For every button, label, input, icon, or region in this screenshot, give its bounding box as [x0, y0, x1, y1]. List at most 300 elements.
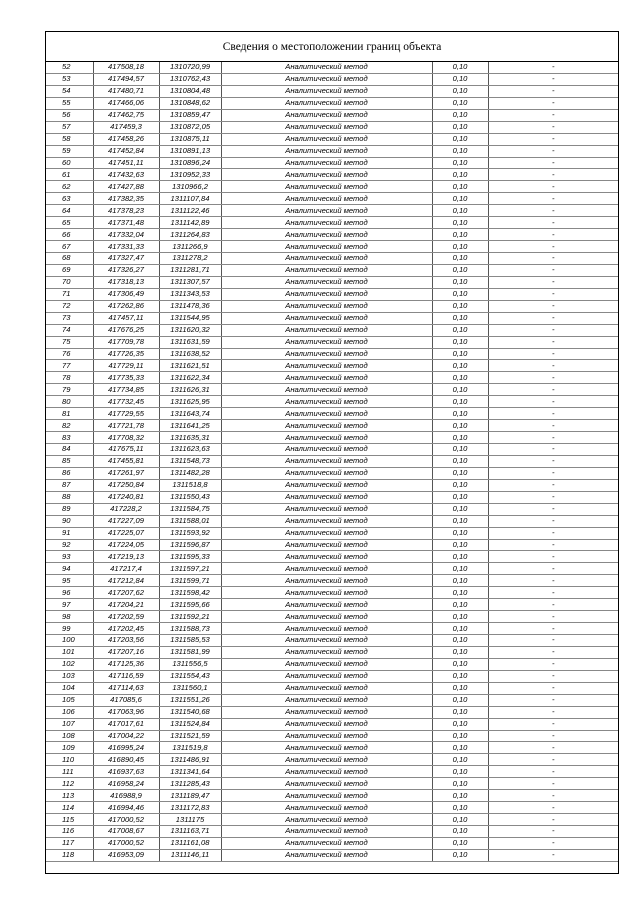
table-row — [46, 312, 618, 324]
note-cell: - — [488, 742, 618, 754]
table-row — [46, 563, 618, 575]
method-cell: Аналитический метод — [221, 121, 432, 133]
note-cell: - — [488, 551, 618, 563]
accuracy-cell: 0,10 — [432, 814, 488, 826]
method-cell: Аналитический метод — [221, 551, 432, 563]
method-cell: Аналитический метод — [221, 563, 432, 575]
accuracy-cell: 0,10 — [432, 455, 488, 467]
x-coordinate: 417318,13 — [93, 276, 159, 288]
accuracy-cell: 0,10 — [432, 742, 488, 754]
y-coordinate: 1311189,47 — [159, 790, 221, 802]
accuracy-cell: 0,10 — [432, 384, 488, 396]
point-number: 90 — [46, 515, 93, 527]
note-cell: - — [488, 241, 618, 253]
accuracy-cell: 0,10 — [432, 515, 488, 527]
table-row — [46, 479, 618, 491]
table-row — [46, 85, 618, 97]
y-coordinate: 1311521,59 — [159, 730, 221, 742]
accuracy-cell: 0,10 — [432, 217, 488, 229]
point-number: 81 — [46, 408, 93, 420]
point-number: 109 — [46, 742, 93, 754]
point-number: 96 — [46, 587, 93, 599]
note-cell: - — [488, 837, 618, 849]
coordinates-table-body — [46, 62, 618, 861]
method-cell: Аналитический метод — [221, 670, 432, 682]
note-cell: - — [488, 814, 618, 826]
accuracy-cell: 0,10 — [432, 193, 488, 205]
x-coordinate: 417008,67 — [93, 826, 159, 838]
note-cell: - — [488, 253, 618, 265]
accuracy-cell: 0,10 — [432, 646, 488, 658]
point-number: 71 — [46, 288, 93, 300]
table-row — [46, 241, 618, 253]
method-cell: Аналитический метод — [221, 300, 432, 312]
y-coordinate: 1311635,31 — [159, 432, 221, 444]
note-cell: - — [488, 121, 618, 133]
table-row — [46, 121, 618, 133]
x-coordinate: 417000,52 — [93, 837, 159, 849]
y-coordinate: 1310848,62 — [159, 97, 221, 109]
note-cell: - — [488, 539, 618, 551]
accuracy-cell: 0,10 — [432, 754, 488, 766]
note-cell: - — [488, 181, 618, 193]
y-coordinate: 1311551,26 — [159, 694, 221, 706]
x-coordinate: 417225,07 — [93, 527, 159, 539]
note-cell: - — [488, 133, 618, 145]
accuracy-cell: 0,10 — [432, 826, 488, 838]
accuracy-cell: 0,10 — [432, 336, 488, 348]
note-cell: - — [488, 324, 618, 336]
accuracy-cell: 0,10 — [432, 527, 488, 539]
table-row — [46, 503, 618, 515]
y-coordinate: 1311554,43 — [159, 670, 221, 682]
method-cell: Аналитический метод — [221, 623, 432, 635]
note-cell: - — [488, 420, 618, 432]
point-number: 66 — [46, 229, 93, 241]
point-number: 59 — [46, 145, 93, 157]
point-number: 104 — [46, 682, 93, 694]
note-cell: - — [488, 778, 618, 790]
accuracy-cell: 0,10 — [432, 264, 488, 276]
note-cell: - — [488, 635, 618, 647]
y-coordinate: 1311595,66 — [159, 599, 221, 611]
method-cell: Аналитический метод — [221, 766, 432, 778]
y-coordinate: 1311341,64 — [159, 766, 221, 778]
table-row — [46, 575, 618, 587]
point-number: 74 — [46, 324, 93, 336]
note-cell: - — [488, 730, 618, 742]
y-coordinate: 1310875,11 — [159, 133, 221, 145]
method-cell: Аналитический метод — [221, 539, 432, 551]
x-coordinate: 417455,81 — [93, 455, 159, 467]
table-row — [46, 372, 618, 384]
x-coordinate: 417480,71 — [93, 85, 159, 97]
accuracy-cell: 0,10 — [432, 849, 488, 861]
method-cell: Аналитический метод — [221, 97, 432, 109]
note-cell: - — [488, 300, 618, 312]
table-row — [46, 217, 618, 229]
point-number: 95 — [46, 575, 93, 587]
y-coordinate: 1311621,51 — [159, 360, 221, 372]
point-number: 56 — [46, 109, 93, 121]
y-coordinate: 1310762,43 — [159, 73, 221, 85]
table-row — [46, 133, 618, 145]
method-cell: Аналитический метод — [221, 85, 432, 97]
note-cell: - — [488, 503, 618, 515]
point-number: 76 — [46, 348, 93, 360]
table-row — [46, 181, 618, 193]
accuracy-cell: 0,10 — [432, 539, 488, 551]
table-row — [46, 73, 618, 85]
y-coordinate: 1311643,74 — [159, 408, 221, 420]
method-cell: Аналитический метод — [221, 169, 432, 181]
table-row — [46, 766, 618, 778]
y-coordinate: 1311596,87 — [159, 539, 221, 551]
method-cell: Аналитический метод — [221, 742, 432, 754]
point-number: 105 — [46, 694, 93, 706]
note-cell: - — [488, 527, 618, 539]
method-cell: Аналитический метод — [221, 646, 432, 658]
table-row — [46, 515, 618, 527]
point-number: 118 — [46, 849, 93, 861]
y-coordinate: 1311623,63 — [159, 444, 221, 456]
y-coordinate: 1311540,68 — [159, 706, 221, 718]
point-number: 84 — [46, 444, 93, 456]
table-row — [46, 276, 618, 288]
method-cell: Аналитический метод — [221, 348, 432, 360]
table-row — [46, 658, 618, 670]
note-cell: - — [488, 169, 618, 181]
x-coordinate: 417709,78 — [93, 336, 159, 348]
x-coordinate: 417427,88 — [93, 181, 159, 193]
table-row — [46, 551, 618, 563]
method-cell: Аналитический метод — [221, 336, 432, 348]
method-cell: Аналитический метод — [221, 133, 432, 145]
note-cell: - — [488, 408, 618, 420]
note-cell: - — [488, 372, 618, 384]
method-cell: Аналитический метод — [221, 503, 432, 515]
note-cell: - — [488, 73, 618, 85]
x-coordinate: 417508,18 — [93, 62, 159, 73]
y-coordinate: 1310952,33 — [159, 169, 221, 181]
x-coordinate: 417202,45 — [93, 623, 159, 635]
note-cell: - — [488, 264, 618, 276]
table-row — [46, 288, 618, 300]
accuracy-cell: 0,10 — [432, 802, 488, 814]
note-cell: - — [488, 193, 618, 205]
point-number: 94 — [46, 563, 93, 575]
y-coordinate: 1311175 — [159, 814, 221, 826]
table-row — [46, 826, 618, 838]
note-cell: - — [488, 646, 618, 658]
note-cell: - — [488, 623, 618, 635]
method-cell: Аналитический метод — [221, 372, 432, 384]
point-number: 80 — [46, 396, 93, 408]
y-coordinate: 1311518,8 — [159, 479, 221, 491]
x-coordinate: 417726,35 — [93, 348, 159, 360]
table-row — [46, 527, 618, 539]
accuracy-cell: 0,10 — [432, 169, 488, 181]
point-number: 112 — [46, 778, 93, 790]
y-coordinate: 1311588,01 — [159, 515, 221, 527]
method-cell: Аналитический метод — [221, 467, 432, 479]
accuracy-cell: 0,10 — [432, 587, 488, 599]
note-cell: - — [488, 276, 618, 288]
note-cell: - — [488, 455, 618, 467]
note-cell: - — [488, 145, 618, 157]
accuracy-cell: 0,10 — [432, 97, 488, 109]
y-coordinate: 1311519,8 — [159, 742, 221, 754]
y-coordinate: 1311625,95 — [159, 396, 221, 408]
accuracy-cell: 0,10 — [432, 658, 488, 670]
table-row — [46, 193, 618, 205]
accuracy-cell: 0,10 — [432, 611, 488, 623]
note-cell: - — [488, 575, 618, 587]
note-cell: - — [488, 802, 618, 814]
accuracy-cell: 0,10 — [432, 348, 488, 360]
y-coordinate: 1311544,95 — [159, 312, 221, 324]
table-row — [46, 718, 618, 730]
method-cell: Аналитический метод — [221, 193, 432, 205]
table-row — [46, 742, 618, 754]
y-coordinate: 1311599,71 — [159, 575, 221, 587]
method-cell: Аналитический метод — [221, 706, 432, 718]
y-coordinate: 1311161,08 — [159, 837, 221, 849]
x-coordinate: 417382,35 — [93, 193, 159, 205]
table-row — [46, 444, 618, 456]
note-cell: - — [488, 611, 618, 623]
x-coordinate: 417458,26 — [93, 133, 159, 145]
method-cell: Аналитический метод — [221, 599, 432, 611]
y-coordinate: 1311548,73 — [159, 455, 221, 467]
x-coordinate: 417462,75 — [93, 109, 159, 121]
x-coordinate: 416958,24 — [93, 778, 159, 790]
point-number: 115 — [46, 814, 93, 826]
note-cell: - — [488, 312, 618, 324]
method-cell: Аналитический метод — [221, 718, 432, 730]
accuracy-cell: 0,10 — [432, 837, 488, 849]
accuracy-cell: 0,10 — [432, 491, 488, 503]
x-coordinate: 417204,21 — [93, 599, 159, 611]
note-cell: - — [488, 826, 618, 838]
y-coordinate: 1311524,84 — [159, 718, 221, 730]
y-coordinate: 1311142,89 — [159, 217, 221, 229]
method-cell: Аналитический метод — [221, 360, 432, 372]
accuracy-cell: 0,10 — [432, 682, 488, 694]
point-number: 67 — [46, 241, 93, 253]
x-coordinate: 417250,84 — [93, 479, 159, 491]
y-coordinate: 1311122,46 — [159, 205, 221, 217]
x-coordinate: 417224,05 — [93, 539, 159, 551]
table-row — [46, 802, 618, 814]
y-coordinate: 1311592,21 — [159, 611, 221, 623]
y-coordinate: 1311581,99 — [159, 646, 221, 658]
note-cell: - — [488, 790, 618, 802]
table-row — [46, 109, 618, 121]
point-number: 55 — [46, 97, 93, 109]
y-coordinate: 1311343,53 — [159, 288, 221, 300]
y-coordinate: 1311626,31 — [159, 384, 221, 396]
note-cell: - — [488, 396, 618, 408]
x-coordinate: 417729,55 — [93, 408, 159, 420]
y-coordinate: 1310720,99 — [159, 62, 221, 73]
method-cell: Аналитический метод — [221, 241, 432, 253]
y-coordinate: 1311620,32 — [159, 324, 221, 336]
accuracy-cell: 0,10 — [432, 444, 488, 456]
y-coordinate: 1311107,84 — [159, 193, 221, 205]
x-coordinate: 417729,11 — [93, 360, 159, 372]
accuracy-cell: 0,10 — [432, 599, 488, 611]
table-row — [46, 623, 618, 635]
note-cell: - — [488, 479, 618, 491]
point-number: 70 — [46, 276, 93, 288]
table-row — [46, 587, 618, 599]
table-row — [46, 205, 618, 217]
note-cell: - — [488, 670, 618, 682]
accuracy-cell: 0,10 — [432, 563, 488, 575]
accuracy-cell: 0,10 — [432, 706, 488, 718]
x-coordinate: 417125,36 — [93, 658, 159, 670]
x-coordinate: 417452,84 — [93, 145, 159, 157]
method-cell: Аналитический метод — [221, 611, 432, 623]
point-number: 60 — [46, 157, 93, 169]
accuracy-cell: 0,10 — [432, 121, 488, 133]
note-cell: - — [488, 157, 618, 169]
y-coordinate: 1311172,83 — [159, 802, 221, 814]
y-coordinate: 1311478,36 — [159, 300, 221, 312]
y-coordinate: 1310872,05 — [159, 121, 221, 133]
point-number: 61 — [46, 169, 93, 181]
method-cell: Аналитический метод — [221, 276, 432, 288]
x-coordinate: 417331,33 — [93, 241, 159, 253]
note-cell: - — [488, 599, 618, 611]
y-coordinate: 1311622,34 — [159, 372, 221, 384]
point-number: 62 — [46, 181, 93, 193]
accuracy-cell: 0,10 — [432, 467, 488, 479]
accuracy-cell: 0,10 — [432, 253, 488, 265]
note-cell: - — [488, 694, 618, 706]
note-cell: - — [488, 432, 618, 444]
accuracy-cell: 0,10 — [432, 360, 488, 372]
accuracy-cell: 0,10 — [432, 408, 488, 420]
method-cell: Аналитический метод — [221, 802, 432, 814]
x-coordinate: 417262,86 — [93, 300, 159, 312]
accuracy-cell: 0,10 — [432, 766, 488, 778]
method-cell: Аналитический метод — [221, 754, 432, 766]
point-number: 116 — [46, 826, 93, 838]
point-number: 73 — [46, 312, 93, 324]
point-number: 53 — [46, 73, 93, 85]
note-cell: - — [488, 288, 618, 300]
table-row — [46, 754, 618, 766]
accuracy-cell: 0,10 — [432, 300, 488, 312]
table-row — [46, 420, 618, 432]
x-coordinate: 417212,84 — [93, 575, 159, 587]
table-row — [46, 360, 618, 372]
table-row — [46, 62, 618, 73]
method-cell: Аналитический метод — [221, 491, 432, 503]
y-coordinate: 1311597,21 — [159, 563, 221, 575]
table-row — [46, 169, 618, 181]
x-coordinate: 417676,25 — [93, 324, 159, 336]
method-cell: Аналитический метод — [221, 682, 432, 694]
table-row — [46, 814, 618, 826]
method-cell: Аналитический метод — [221, 229, 432, 241]
accuracy-cell: 0,10 — [432, 288, 488, 300]
x-coordinate: 417017,61 — [93, 718, 159, 730]
method-cell: Аналитический метод — [221, 790, 432, 802]
method-cell: Аналитический метод — [221, 826, 432, 838]
accuracy-cell: 0,10 — [432, 635, 488, 647]
x-coordinate: 417227,09 — [93, 515, 159, 527]
method-cell: Аналитический метод — [221, 658, 432, 670]
point-number: 114 — [46, 802, 93, 814]
accuracy-cell: 0,10 — [432, 205, 488, 217]
method-cell: Аналитический метод — [221, 635, 432, 647]
accuracy-cell: 0,10 — [432, 790, 488, 802]
method-cell: Аналитический метод — [221, 205, 432, 217]
x-coordinate: 417371,48 — [93, 217, 159, 229]
y-coordinate: 1311146,11 — [159, 849, 221, 861]
method-cell: Аналитический метод — [221, 444, 432, 456]
method-cell: Аналитический метод — [221, 157, 432, 169]
x-coordinate: 417202,59 — [93, 611, 159, 623]
accuracy-cell: 0,10 — [432, 73, 488, 85]
method-cell: Аналитический метод — [221, 479, 432, 491]
x-coordinate: 417116,59 — [93, 670, 159, 682]
point-number: 79 — [46, 384, 93, 396]
note-cell: - — [488, 444, 618, 456]
y-coordinate: 1311638,52 — [159, 348, 221, 360]
point-number: 88 — [46, 491, 93, 503]
point-number: 63 — [46, 193, 93, 205]
note-cell: - — [488, 682, 618, 694]
accuracy-cell: 0,10 — [432, 551, 488, 563]
table-row — [46, 670, 618, 682]
point-number: 110 — [46, 754, 93, 766]
x-coordinate: 417207,16 — [93, 646, 159, 658]
table-title: Сведения о местоположении границ объекта — [46, 32, 618, 62]
method-cell: Аналитический метод — [221, 837, 432, 849]
table-row — [46, 730, 618, 742]
method-cell: Аналитический метод — [221, 264, 432, 276]
y-coordinate: 1310804,48 — [159, 85, 221, 97]
coordinates-table — [46, 62, 618, 862]
point-number: 86 — [46, 467, 93, 479]
accuracy-cell: 0,10 — [432, 276, 488, 288]
note-cell: - — [488, 754, 618, 766]
point-number: 111 — [46, 766, 93, 778]
table-row — [46, 336, 618, 348]
method-cell: Аналитический метод — [221, 587, 432, 599]
y-coordinate: 1311281,71 — [159, 264, 221, 276]
note-cell: - — [488, 587, 618, 599]
x-coordinate: 416994,46 — [93, 802, 159, 814]
point-number: 100 — [46, 635, 93, 647]
accuracy-cell: 0,10 — [432, 312, 488, 324]
method-cell: Аналитический метод — [221, 527, 432, 539]
note-cell: - — [488, 467, 618, 479]
note-cell: - — [488, 336, 618, 348]
accuracy-cell: 0,10 — [432, 396, 488, 408]
note-cell: - — [488, 229, 618, 241]
table-row — [46, 467, 618, 479]
note-cell: - — [488, 658, 618, 670]
note-cell: - — [488, 515, 618, 527]
x-coordinate: 417261,97 — [93, 467, 159, 479]
x-coordinate: 417735,33 — [93, 372, 159, 384]
method-cell: Аналитический метод — [221, 312, 432, 324]
